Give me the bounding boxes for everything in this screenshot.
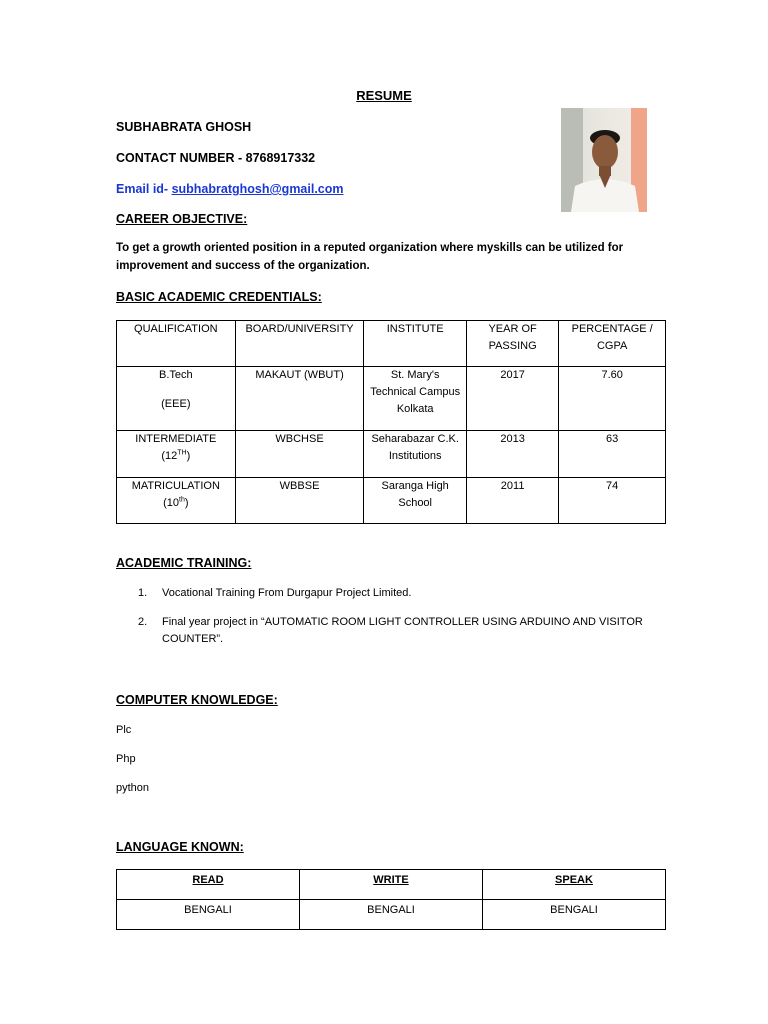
col-header: WRITE: [300, 870, 483, 900]
col-header: SPEAK: [483, 870, 666, 900]
list-item: python: [116, 782, 150, 794]
language-cell: BENGALI: [117, 900, 300, 930]
email-link[interactable]: subhabratghosh@gmail.com: [171, 182, 344, 196]
academic-table: [116, 320, 666, 524]
career-objective-text: To get a growth oriented position in a reputed organization where myskills can be utilized for improvement and success of the organization.: [116, 242, 624, 272]
profile-photo: [561, 108, 647, 212]
year-cell: 2013: [466, 431, 558, 478]
board-cell: WBBSE: [235, 478, 364, 524]
table-row: [117, 367, 666, 431]
score-cell: 7.60: [559, 367, 666, 431]
qualification-cell: B.Tech (EEE): [117, 367, 236, 431]
col-header: READ: [117, 870, 300, 900]
candidate-name: SUBHABRATA GHOSH: [116, 120, 252, 134]
language-heading: LANGUAGE KNOWN:: [116, 840, 244, 854]
table-row: [117, 900, 666, 930]
board-cell: MAKAUT (WBUT): [235, 367, 364, 431]
academics-heading: BASIC ACADEMIC CREDENTIALS:: [116, 290, 322, 304]
col-header: PERCENTAGE / CGPA: [559, 321, 666, 367]
email-label: Email id-: [116, 182, 169, 196]
resume-title: RESUME: [356, 88, 412, 103]
person-photo-icon: [561, 108, 647, 212]
language-cell: BENGALI: [300, 900, 483, 930]
year-cell: 2017: [466, 367, 558, 431]
score-cell: 74: [559, 478, 666, 524]
year-cell: 2011: [466, 478, 558, 524]
computer-knowledge-heading: COMPUTER KNOWLEDGE:: [116, 693, 278, 707]
table-row: [117, 431, 666, 478]
col-header: YEAR OF PASSING: [466, 321, 558, 367]
institute-cell: Saranga High School: [364, 478, 466, 524]
training-heading: ACADEMIC TRAINING:: [116, 556, 252, 570]
list-number: 2.: [138, 616, 148, 628]
table-row: [117, 478, 666, 524]
career-objective-heading: CAREER OBJECTIVE:: [116, 212, 248, 226]
col-header: QUALIFICATION: [117, 321, 236, 367]
col-header: INSTITUTE: [364, 321, 466, 367]
list-item: Plc: [116, 724, 132, 736]
institute-cell: Seharabazar C.K. Institutions: [364, 431, 466, 478]
col-header: BOARD/UNIVERSITY: [235, 321, 364, 367]
email-line: [116, 182, 344, 196]
board-cell: WBCHSE: [235, 431, 364, 478]
list-item: Final year project in “AUTOMATIC ROOM LIGHT CONTROLLER USING ARDUINO AND VISITOR COUNTER”.: [162, 616, 643, 645]
qualification-cell: MATRICULATION (10th): [117, 478, 236, 524]
language-table: [116, 869, 666, 930]
language-cell: BENGALI: [483, 900, 666, 930]
score-cell: 63: [559, 431, 666, 478]
list-number: 1.: [138, 587, 148, 599]
qualification-cell: INTERMEDIATE (12TH): [117, 431, 236, 478]
institute-cell: St. Mary's Technical Campus Kolkata: [364, 367, 466, 431]
list-item: Php: [116, 753, 136, 765]
contact-number: CONTACT NUMBER - 8768917332: [116, 151, 316, 165]
list-item: Vocational Training From Durgapur Project Limited.: [162, 587, 412, 599]
